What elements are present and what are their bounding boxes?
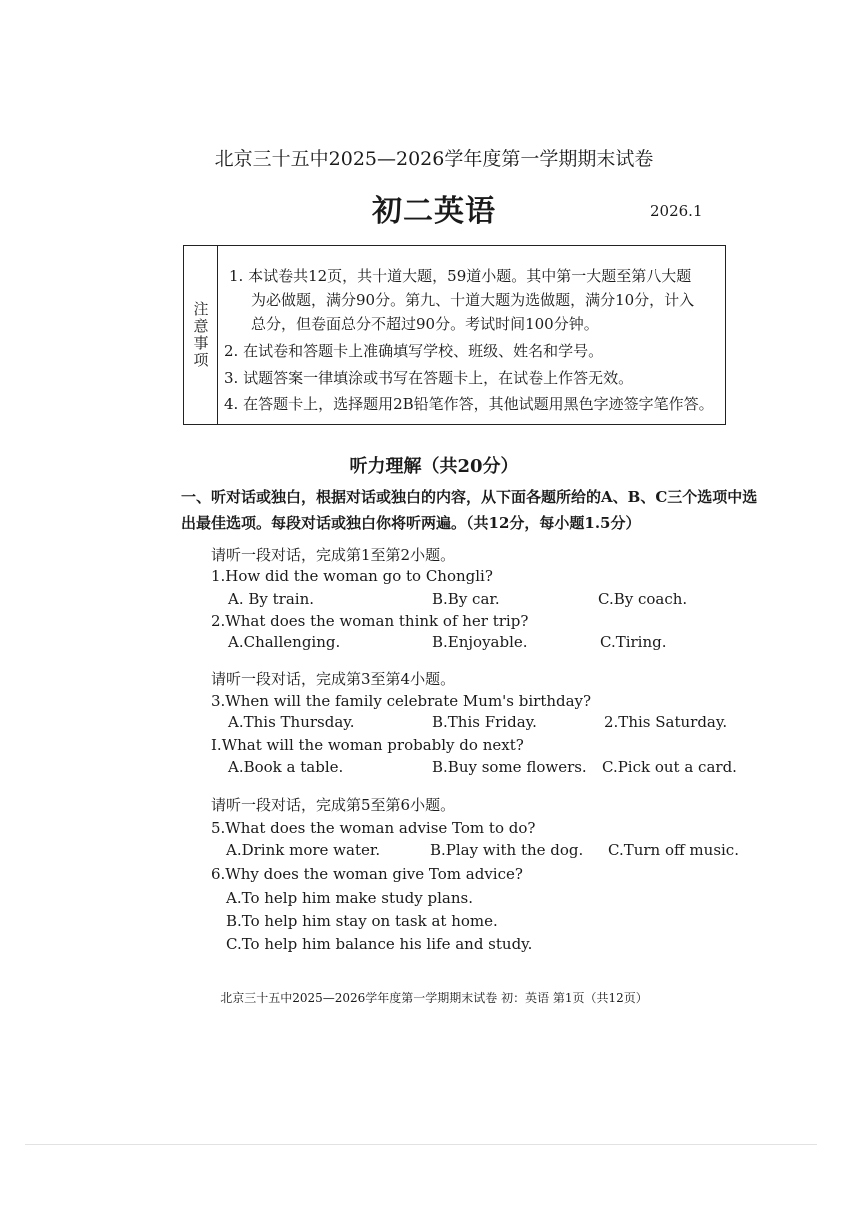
- option-c: C.Turn off music.: [608, 841, 739, 859]
- option-b: B.To help him stay on task at home.: [226, 912, 498, 930]
- group-prompt: 请听一段对话，完成第5至第6小题。: [211, 796, 456, 814]
- option-a: A. By train.: [228, 590, 315, 608]
- question-stem: 2.What does the woman think of her trip?: [211, 612, 529, 630]
- option-c: C.By coach.: [598, 590, 688, 608]
- option-c: 2.This Saturday.: [604, 713, 728, 731]
- option-c: C.Tiring.: [600, 633, 667, 651]
- notice-item: 为必做题，满分90分。第九、十道大题为选做题，满分10分，计入: [251, 291, 695, 309]
- option-b: B.This Friday.: [432, 713, 537, 731]
- section-title: 听力理解（共20分）: [349, 456, 519, 477]
- question-stem: I.What will the woman probably do next?: [211, 736, 524, 754]
- notice-label-text: 注意事项: [191, 301, 210, 369]
- exam-date: 2026.1: [650, 202, 703, 220]
- option-a: A.Book a table.: [228, 758, 344, 776]
- notice-item: 1. 本试卷共12页，共十道大题，59道小题。其中第一大题至第八大题: [229, 267, 692, 285]
- question-stem: 3.When will the family celebrate Mum's birthday?: [211, 692, 592, 710]
- option-b: B.Buy some flowers.: [432, 758, 587, 776]
- group-prompt: 请听一段对话，完成第3至第4小题。: [211, 670, 456, 688]
- option-b: B.Enjoyable.: [432, 633, 528, 651]
- question-stem: 5.What does the woman advise Tom to do?: [211, 819, 536, 837]
- notice-item: 3. 试题答案一律填涂或书写在答题卡上，在试卷上作答无效。: [224, 369, 634, 387]
- option-a: A.To help him make study plans.: [226, 889, 473, 907]
- option-b: B.By car.: [432, 590, 500, 608]
- section-instruction: 出最佳选项。每段对话或独白你将听两遍。（共12分，每小题1.5分）: [181, 514, 641, 532]
- notice-box: [183, 245, 726, 425]
- notice-item: 2. 在试卷和答题卡上准确填写学校、班级、姓名和学号。: [224, 342, 604, 360]
- notice-item: 总分，但卷面总分不超过90分。考试时间100分钟。: [251, 315, 599, 333]
- notice-label: [184, 246, 218, 424]
- bottom-divider: [25, 1144, 817, 1145]
- question-stem: 1.How did the woman go to Chongli?: [211, 567, 493, 585]
- option-c: C.To help him balance his life and study.: [226, 935, 533, 953]
- option-a: A.Drink more water.: [226, 841, 381, 859]
- option-a: A.Challenging.: [228, 633, 341, 651]
- exam-title: 北京三十五中2025—2026学年度第一学期期末试卷: [214, 148, 654, 170]
- option-b: B.Play with the dog.: [430, 841, 584, 859]
- section-instruction: 一、听对话或独白，根据对话或独白的内容，从下面各题所给的A、B、C三个选项中选: [181, 488, 758, 506]
- subject-title: 初二英语: [372, 194, 496, 229]
- page-footer: 北京三十五中2025—2026学年度第一学期期末试卷 初：英语 第1页（共12页）: [220, 991, 648, 1005]
- question-stem: 6.Why does the woman give Tom advice?: [211, 865, 523, 883]
- group-prompt: 请听一段对话，完成第1至第2小题。: [211, 546, 456, 564]
- notice-item: 4. 在答题卡上，选择题用2B铅笔作答，其他试题用黑色字迹签字笔作答。: [224, 395, 714, 413]
- option-a: A.This Thursday.: [228, 713, 355, 731]
- option-c: C.Pick out a card.: [602, 758, 737, 776]
